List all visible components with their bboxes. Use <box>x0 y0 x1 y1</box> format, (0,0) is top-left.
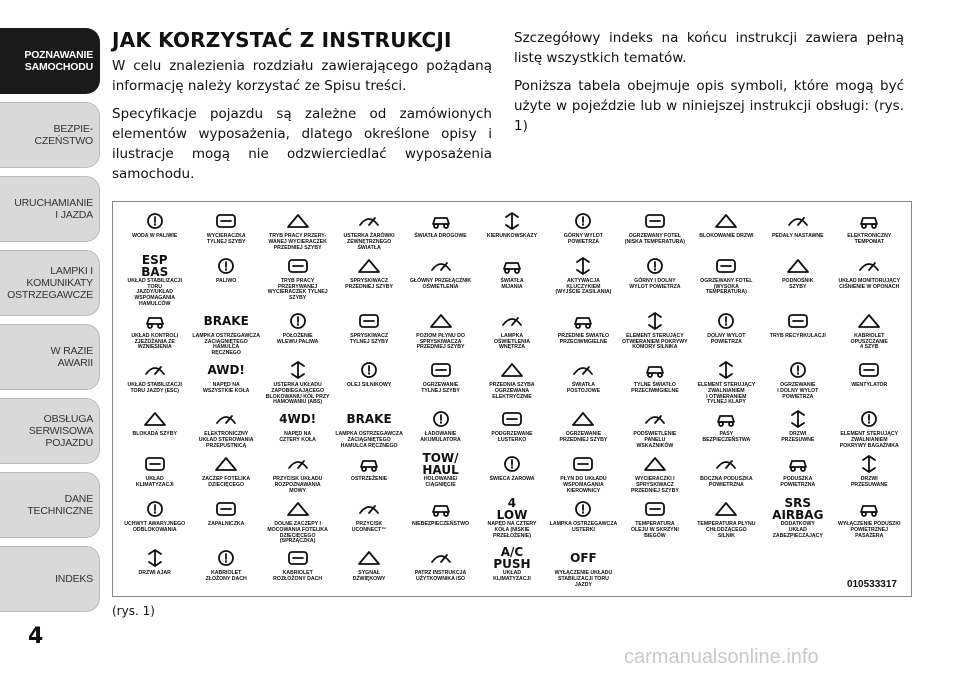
tab-lampki-i-komunikaty[interactable]: LAMPKI I KOMUNIKATY OSTRZEGAWCZE <box>0 250 100 316</box>
tab-indeks[interactable]: INDEKS <box>0 546 100 612</box>
paragraph-symbols: Poniższa tabela obejmuje opis symboli, które mogą być użyte w pojeździe lub w niniejszej instrukcji obsługi: (rys. 1) <box>514 78 904 134</box>
parking-brake-icon <box>204 310 249 332</box>
check-engine-icon <box>570 498 596 520</box>
rear-defrost-icon <box>428 359 454 381</box>
tow-haul-icon <box>422 451 459 478</box>
symbol-cell <box>405 406 476 451</box>
page-title: JAK KORZYSTAĆ Z INSTRUKCJI <box>112 28 452 52</box>
symbol-label: ELEMENT STERUJĄCY ZWALNIANIEM POKRYWY BAGAŻNIKA <box>839 431 899 449</box>
washer-fluid-icon <box>428 310 454 332</box>
tab-bezpieczenstwo[interactable]: BEZPIE- CZEŃSTWO <box>0 102 100 168</box>
symbol-label: PRZEDNIA SZYBA OGRZEWANA ELEKTRYCZNIE <box>489 382 535 400</box>
symbol-cell <box>834 496 905 545</box>
esc-off-icon <box>570 547 597 569</box>
ac-icon <box>142 453 168 475</box>
symbol-icon-text: BRAKE <box>203 313 249 328</box>
symbol-label: WYŁĄCZENIE UKŁADU STABILIZACJI TORU JAZDY <box>554 570 613 588</box>
symbol-cell <box>834 208 905 253</box>
symbol-cell <box>762 406 833 451</box>
symbol-label: PODNOŚNIK SZYBY <box>782 277 814 290</box>
symbol-cell <box>619 308 690 357</box>
symbol-cell <box>262 308 333 357</box>
symbol-cell <box>405 357 476 406</box>
symbol-cell <box>476 357 547 406</box>
symbol-cell <box>333 357 404 406</box>
symbol-label: USTERKA ŻARÓWKI ZEWNĘTRZNEGO ŚWIATŁA <box>343 233 395 251</box>
symbol-icon-text: AWD! <box>207 363 245 378</box>
symbol-label: KIERUNKOWSKAZY <box>486 233 538 239</box>
symbol-label: TYLNE ŚWIATŁO PRZECIWMGIELNE <box>631 382 679 394</box>
symbol-label: TEMPERATURA OLEJU W SKRZYNI BIEGÓW <box>630 520 679 539</box>
bulb-failure-icon <box>356 210 382 232</box>
symbol-cell <box>476 451 547 496</box>
symbol-label: NAPĘD NA WSZYSTKIE KOŁA <box>202 382 250 394</box>
symbol-icon-text: BRAKE <box>346 412 392 427</box>
symbol-cell <box>190 253 261 308</box>
symbol-label: USTERKA UKŁADU ZAPOBIEGAJĄCEGO BLOKOWANIU KÓŁ PRZY HAMOWANIU (ABS) <box>265 382 330 406</box>
symbol-label: TRYB PRACY PRZERYWANEJ WYCIERACZEK TYLNEJ SZYBY <box>267 277 328 302</box>
lighter-icon <box>213 498 239 520</box>
symbol-label: PRZYCISK UKŁADU ROZPOZNAWANIA MOWY <box>272 476 323 494</box>
symbol-cell <box>691 406 762 451</box>
window-lift-icon <box>785 255 811 277</box>
fuel-icon <box>213 255 239 277</box>
trans-temp-icon <box>642 498 668 520</box>
symbol-cell <box>762 308 833 357</box>
symbol-label: UCHWYT AWARYJNEGO ODBLOKOWANIA <box>124 520 186 533</box>
symbol-label: ELEMENT STERUJĄCY OTWIERANIEM POKRYWY KOMORY SILNIKA <box>622 332 688 351</box>
symbol-cell <box>190 406 261 451</box>
symbol-label: AKTYWACJA KLUCZYKIEM (WYJŚCIE ZASILANIA) <box>555 277 612 296</box>
hood-release-icon <box>642 310 668 332</box>
symbol-label: SYGNAŁ DŹWIĘKOWY <box>352 570 386 582</box>
rear-intermittent-wiper-icon <box>285 255 311 277</box>
esp-bas-icon <box>141 252 169 279</box>
paragraph-specifications: Specyfikacje pojazdu są zależne od zamówionych elementów wyposażenia, dlatego określone opisy i ilustracje mogą nie odzwierciedlać wyposażenia samochodu. <box>112 106 492 182</box>
symbol-label: OGRZEWANIE PRZEDNIEJ SZYBY <box>559 431 608 444</box>
emergency-release-icon <box>142 498 168 520</box>
symbol-cell <box>476 208 547 253</box>
door-ajar-icon <box>142 547 168 569</box>
symbol-cell <box>762 357 833 406</box>
symbol-label: PODŚWIETLENIE PANELU WSKAŹNIKÓW <box>633 431 677 449</box>
symbol-cell <box>405 545 476 590</box>
symbol-cell <box>333 496 404 545</box>
latch-icon <box>285 498 311 520</box>
rear-washer-icon <box>356 310 382 332</box>
convertible-windows-icon <box>856 310 882 332</box>
symbol-cell <box>190 357 261 406</box>
tire-pressure-icon <box>856 255 882 277</box>
symbol-cell <box>548 208 619 253</box>
symbol-cell <box>119 406 190 451</box>
symbol-label: ŚWIATŁA MIJANIA <box>500 277 524 290</box>
symbol-cell <box>619 451 690 496</box>
uconnect-icon <box>356 498 382 520</box>
paragraph-index: Szczegółowy indeks na końcu instrukcji zawiera pełną listę wszystkich tematów. <box>514 30 904 66</box>
tab-obsluga-serwisowa[interactable]: OBSŁUGA SERWISOWA POJAZDU <box>0 398 100 464</box>
symbol-label: KABRIOLET ROZŁOŻONY DACH <box>273 570 323 582</box>
symbol-cell <box>762 253 833 308</box>
heated-seat-high-icon <box>713 255 739 277</box>
front-defrost-icon <box>499 359 525 381</box>
symbol-cell <box>333 406 404 451</box>
voice-command-icon <box>285 453 311 475</box>
symbol-label: POŁOŻENIE WLEWU PALIWA <box>276 332 319 345</box>
symbol-cell <box>262 451 333 496</box>
symbol-label: OGRZEWANIE TYLNEJ SZYBY <box>421 382 460 394</box>
symbol-cell <box>405 451 476 496</box>
warning-icon <box>356 453 382 475</box>
figure-caption: (rys. 1) <box>112 604 155 618</box>
symbol-cell <box>548 451 619 496</box>
symbol-cell <box>333 545 404 590</box>
symbol-label: TRYB PRACY PRZERY- WANEJ WYCIERACZEK PRZEDNIEJ SZYBY <box>268 233 327 251</box>
symbol-label: LAMPKA OŚWIETLENIA WNĘTRZA <box>493 332 530 351</box>
symbol-cell <box>548 253 619 308</box>
symbol-icon-text: 4WD! <box>279 412 317 427</box>
symbol-label: WYCIERACZKI I SPRYSKIWACZ PRZEDNIEJ SZYBY <box>630 476 679 494</box>
symbol-grid <box>119 208 905 590</box>
sliding-door-icon <box>785 408 811 430</box>
symbol-label: ELEKTRONICZNY TEMPOMAT <box>847 233 892 245</box>
symbol-cell <box>190 496 261 545</box>
symbol-label: PODUSZKA POWIETRZNA <box>780 476 816 488</box>
symbol-cell <box>119 208 190 253</box>
symbol-cell <box>619 496 690 545</box>
symbol-label: ŚWIATŁA POSTOJOWE <box>566 382 601 394</box>
symbol-icon-text: TOW/ HAUL <box>422 451 459 478</box>
symbol-cell <box>476 406 547 451</box>
airbag-icon <box>785 453 811 475</box>
symbol-cell <box>405 308 476 357</box>
symbol-label: PRZEDNIE ŚWIATŁO PRZECIWMGIELNE <box>557 332 610 345</box>
symbol-label: ZAPALNICZKA <box>207 520 245 527</box>
symbol-label: LAMPKA OSTRZEGAWCZA USTERKI <box>549 520 618 533</box>
4wd-icon <box>279 408 316 430</box>
symbol-cell <box>548 496 619 545</box>
symbol-label: ZACZEP FOTELIKA DZIECIĘCEGO <box>202 476 251 488</box>
brake-warning-icon <box>347 408 392 430</box>
symbol-label: ŚWIECA ŻAROWA <box>489 476 535 483</box>
windshield-heat-icon <box>570 408 596 430</box>
symbol-label: PASY BEZPIECZEŃSTWA <box>702 431 751 444</box>
symbol-label: NAPĘD NA CZTERY KOŁA (NISKIE PRZEŁOŻENIE) <box>487 520 537 539</box>
symbol-cell <box>119 545 190 590</box>
symbol-cell <box>548 545 619 590</box>
symbol-cell <box>262 545 333 590</box>
symbol-label: PEDAŁY NASTAWNE <box>771 233 824 239</box>
symbol-cell <box>548 406 619 451</box>
symbol-cell <box>333 308 404 357</box>
power-steering-icon <box>570 453 596 475</box>
symbol-label: DRZWI PRZESUWANE <box>850 476 888 488</box>
symbol-cell <box>262 496 333 545</box>
symbol-cell <box>119 308 190 357</box>
symbol-cell <box>834 308 905 357</box>
symbol-icon-text: SRS AIRBAG <box>772 495 824 522</box>
danger-icon <box>428 498 454 520</box>
symbol-cell <box>691 208 762 253</box>
adjustable-pedals-icon <box>785 210 811 232</box>
symbol-cell <box>834 253 905 308</box>
cruise-control-icon <box>856 210 882 232</box>
heated-seat-low-icon <box>642 210 668 232</box>
symbol-cell <box>262 208 333 253</box>
water-in-fuel-icon <box>142 210 168 232</box>
symbol-cell <box>190 545 261 590</box>
battery-icon <box>428 408 454 430</box>
tab-w-razie-awarii[interactable]: W RAZIE AWARII <box>0 324 100 390</box>
trunk-release-icon <box>856 408 882 430</box>
awd-icon <box>207 359 244 381</box>
symbol-cell <box>691 308 762 357</box>
fuel-door-icon <box>285 310 311 332</box>
symbol-cell <box>262 406 333 451</box>
parking-lights-icon <box>570 359 596 381</box>
symbol-cell <box>476 545 547 590</box>
symbol-icon-text: 4 LOW <box>496 495 528 522</box>
symbol-label: PODGRZEWANE LUSTERKO <box>491 431 533 444</box>
symbol-cell <box>405 496 476 545</box>
symbol-label: NIEBEZPIECZEŃSTWO <box>411 520 470 527</box>
symbol-label: ŚWIATŁA DROGOWE <box>414 233 467 239</box>
symbol-cell <box>619 253 690 308</box>
symbol-cell <box>119 357 190 406</box>
abs-icon <box>285 359 311 381</box>
symbol-cell <box>476 496 547 545</box>
symbol-cell <box>691 496 762 545</box>
symbol-cell <box>619 357 690 406</box>
symbol-label: OGRZEWANY FOTEL (WYSOKA TEMPERATURA) <box>700 277 753 296</box>
hill-descent-icon <box>142 310 168 332</box>
symbol-label: SPRYSKIWACZ TYLNEJ SZYBY <box>349 332 389 345</box>
symbol-label: NAPĘD NA CZTERY KOŁA <box>279 431 316 444</box>
page-number: 4 <box>28 624 44 649</box>
symbol-label: PRZYCISK UCONNECT™ <box>351 520 387 533</box>
symbol-label: OGRZEWANY FOTEL (NISKA TEMPERATURA) <box>624 233 685 245</box>
tab-uruchamianie-i-jazda[interactable]: URUCHAMIANIE I JAZDA <box>0 176 100 242</box>
symbol-label: PALIWO <box>215 277 237 284</box>
symbol-label: BLOKOWANIE DRZWI <box>699 233 754 239</box>
symbol-cell <box>691 451 762 496</box>
passenger-airbag-off-icon <box>856 498 882 520</box>
symbol-cell <box>762 208 833 253</box>
glow-plug-icon <box>499 453 525 475</box>
ac-push-icon <box>493 545 531 572</box>
rear-wiper-icon <box>213 210 239 232</box>
symbol-label: GÓRNY WYLOT POWIETRZA <box>563 233 603 245</box>
symbol-label: DRZWI PRZESUWNE <box>781 431 815 444</box>
tab-poznawanie-samochodu[interactable]: POZNAWANIE SAMOCHODU <box>0 28 100 94</box>
symbol-label: WYŁĄCZENIE PODUSZKI POWIETRZNEJ PASAŻERA <box>837 520 901 539</box>
symbol-label: PATRZ INSTRUKCJA UŻYTKOWNIKA ISO <box>414 570 467 582</box>
rear-fog-icon <box>642 359 668 381</box>
turn-signals-icon <box>499 210 525 232</box>
symbol-label: HOLOWANIE/ CIĄGNIĘCIE <box>423 476 458 488</box>
symbol-cell <box>834 357 905 406</box>
window-lock-icon <box>142 408 168 430</box>
symbol-cell <box>333 451 404 496</box>
symbol-icon-text: ESP BAS <box>141 252 169 279</box>
symbol-label: SPRYSKIWACZ PRZEDNIEJ SZYBY <box>345 277 393 290</box>
4-low-icon <box>496 495 528 522</box>
defrost-floor-icon <box>785 359 811 381</box>
symbol-cell <box>190 308 261 357</box>
symbol-label: UKŁAD MONITORUJĄCY CIŚNIENIE W OPONACH <box>838 277 901 290</box>
symbol-cell <box>190 208 261 253</box>
symbol-label: UKŁAD KONTROLI ZJEŻDŻANIA ZE WZNIESIENIA <box>131 332 179 351</box>
owner-manual-icon <box>428 547 454 569</box>
left-column <box>112 28 492 192</box>
symbol-label: UKŁAD KLIMATYZACJI <box>493 570 531 582</box>
symbol-cell <box>333 208 404 253</box>
symbol-cell <box>762 496 833 545</box>
symbol-cell <box>405 253 476 308</box>
symbol-label: ELEKTRONICZNY UKŁAD STEROWANIA PRZEPUSTNICĄ <box>198 431 254 449</box>
convertible-up-icon <box>285 547 311 569</box>
symbol-cell <box>619 406 690 451</box>
heated-mirror-icon <box>499 408 525 430</box>
symbol-label: ŁADOWANIE AKUMULATORA <box>420 431 461 444</box>
symbol-cell <box>119 451 190 496</box>
upper-lower-vent-icon <box>642 255 668 277</box>
high-beam-icon <box>428 210 454 232</box>
symbol-cell <box>333 253 404 308</box>
symbol-cell <box>762 451 833 496</box>
symbol-label: KABRIOLET ZŁOŻONY DACH <box>205 570 247 582</box>
door-lock-icon <box>713 210 739 232</box>
lower-vent-icon <box>713 310 739 332</box>
side-airbag-icon <box>713 453 739 475</box>
front-fog-icon <box>570 310 596 332</box>
symbol-label: OSTRZEŻENIE <box>350 476 388 483</box>
watermark: carmanualsonline.info <box>624 646 819 668</box>
symbol-cell <box>262 253 333 308</box>
esc-icon <box>142 359 168 381</box>
symbol-label: ELEMENT STERUJĄCY ZWALNIANIEM I OTWIERANIEM TYLNEJ KLAPY <box>697 382 756 406</box>
child-seat-anchor-icon <box>213 453 239 475</box>
srs-airbag-icon <box>772 495 824 522</box>
symbol-label: POZIOM PŁYNU DO SPRYSKIWACZA PRZEDNIEJ SZYBY <box>416 332 465 351</box>
symbol-label: DRZWI AJAR <box>138 570 171 577</box>
horn-icon <box>356 547 382 569</box>
symbol-cell <box>548 357 619 406</box>
upper-vent-icon <box>570 210 596 232</box>
engine-oil-icon <box>356 359 382 381</box>
symbol-label: LAMPKA OSTRZEGAWCZA ZACIĄGNIĘTEGO HAMULCA RĘCZNEGO <box>335 431 403 449</box>
symbol-cell <box>548 308 619 357</box>
liftgate-release-icon <box>713 359 739 381</box>
wipers-washer-icon <box>642 453 668 475</box>
symbol-label: DODATKOWY UKŁAD ZABEZPIECZAJĄCY <box>772 520 823 539</box>
symbol-label: TRYB RECYRKULACJI <box>769 332 826 339</box>
symbol-cell <box>190 451 261 496</box>
symbol-label: WODA W PALIWIE <box>132 233 178 239</box>
symbol-label: GÓRNY I DOLNY WYLOT POWIETRZA <box>629 277 681 290</box>
symbol-label: KABRIOLET OPUSZCZANIE 4 SZYB <box>850 332 888 351</box>
symbol-icon-text: A/C PUSH <box>493 545 531 572</box>
symbol-cell <box>691 357 762 406</box>
symbol-cell <box>262 357 333 406</box>
symbol-label: UKŁAD STABILIZACJI TORU JAZDY/UKŁAD WSPOMAGANIA HAMULCÓW <box>127 277 182 308</box>
symbol-label: WYCIERACZKA TYLNEJ SZYBY <box>206 233 246 245</box>
main-light-switch-icon <box>428 255 454 277</box>
symbol-cell <box>119 496 190 545</box>
symbol-cell <box>691 253 762 308</box>
symbol-label: UKŁAD STABILIZACJI TORU JAZDY (ESC) <box>127 382 182 394</box>
symbol-label: DOLNY WYLOT POWIETRZA <box>707 332 746 345</box>
low-beam-icon <box>499 255 525 277</box>
coolant-temp-icon <box>713 498 739 520</box>
etc-icon <box>213 408 239 430</box>
symbol-cell <box>476 253 547 308</box>
paragraph-contents: W celu znalezienia rozdziału zawierającego pożądaną informację należy korzystać ze Spisu treści. <box>112 58 492 94</box>
panel-dimmer-icon <box>642 408 668 430</box>
interior-light-icon <box>499 310 525 332</box>
intermittent-wiper-icon <box>285 210 311 232</box>
symbol-label: BOCZNA PODUSZKA POWIETRZNA <box>700 476 753 488</box>
symbol-cell <box>834 406 905 451</box>
key-activation-icon <box>570 255 596 277</box>
symbol-cell <box>405 208 476 253</box>
symbol-label: GŁÓWNY PRZEŁĄCZNIK OŚWIETLENIA <box>409 277 472 290</box>
symbol-label: BLOKADA SZYBY <box>132 431 177 438</box>
symbol-label: PŁYN DO UKŁADU WSPOMAGANIA KIEROWNICY <box>560 476 607 494</box>
symbol-cell <box>834 451 905 496</box>
symbols-figure <box>112 201 912 597</box>
convertible-down-icon <box>213 547 239 569</box>
symbol-label: UKŁAD KLIMATYZACJI <box>135 476 174 488</box>
seatbelt-icon <box>713 408 739 430</box>
right-column <box>514 28 904 144</box>
symbol-label: WENTYLATOR <box>851 382 888 389</box>
recirculation-icon <box>785 310 811 332</box>
symbol-cell <box>119 253 190 308</box>
symbol-label: DOLNE ZACZEPY I MOCOWANIA FOTELIKA DZIECIĘCEGO (SPRZĄCZKA) <box>267 520 328 545</box>
figure-code: 010533317 <box>846 579 897 590</box>
symbol-label: OGRZEWANIE I DOLNY WYLOT POWIETRZA <box>777 382 819 400</box>
symbol-label: TEMPERATURA PŁYNU CHŁODZĄCEGO SILNIK <box>697 520 756 539</box>
symbol-cell <box>619 208 690 253</box>
front-washer-icon <box>356 255 382 277</box>
symbol-icon-text: OFF <box>570 551 597 566</box>
tab-dane-techniczne[interactable]: DANE TECHNICZNE <box>0 472 100 538</box>
symbol-cell <box>476 308 547 357</box>
fan-icon <box>856 359 882 381</box>
symbol-label: OLEJ SILNIKOWY <box>346 382 392 389</box>
sliding-door-2-icon <box>856 453 882 475</box>
symbol-label: LAMPKA OSTRZEGAWCZA ZACIĄGNIĘTEGO HAMULCA RĘCZNEGO <box>192 332 260 357</box>
